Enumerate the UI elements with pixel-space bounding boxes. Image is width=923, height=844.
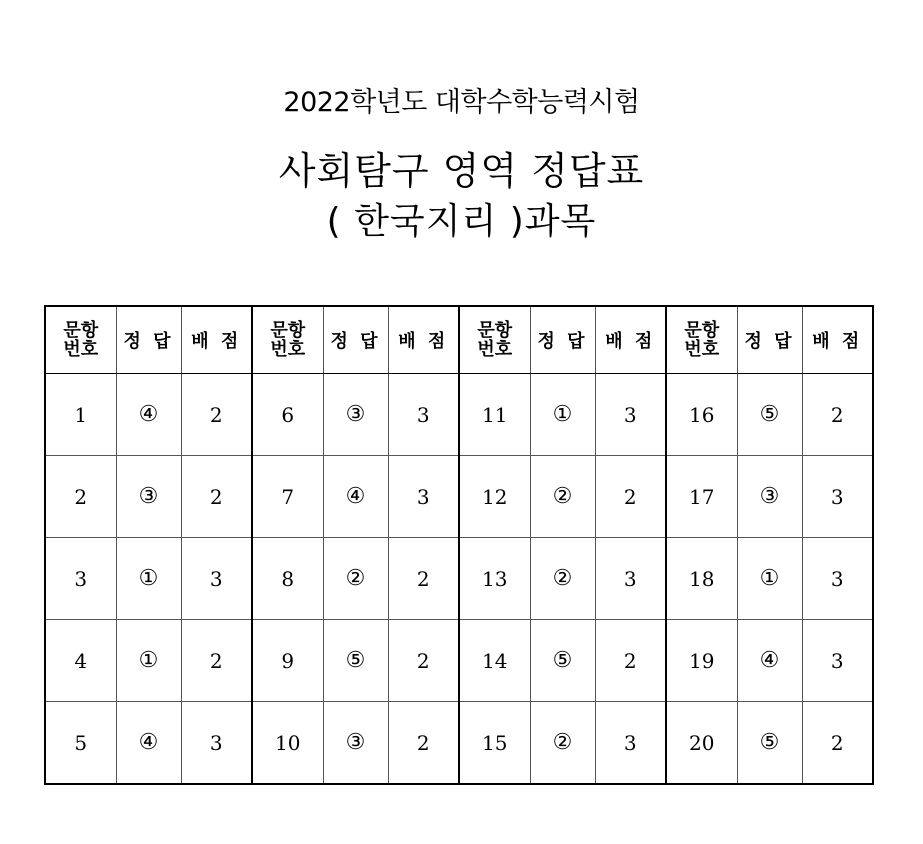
question-number-cell: 16 <box>666 374 737 456</box>
answer-header: 정 답 <box>323 306 388 374</box>
question-number-header-line1: 문항 <box>63 320 99 341</box>
answer-cell: ⑤ <box>323 620 388 702</box>
points-cell: 3 <box>595 538 666 620</box>
answer-cell: ② <box>323 538 388 620</box>
points-cell: 3 <box>181 538 252 620</box>
points-cell: 2 <box>595 456 666 538</box>
question-number-cell: 18 <box>666 538 737 620</box>
answer-cell: ② <box>530 538 595 620</box>
question-number-cell: 6 <box>252 374 323 456</box>
answer-cell: ③ <box>323 702 388 785</box>
points-cell: 3 <box>181 702 252 785</box>
points-cell: 2 <box>181 374 252 456</box>
table-row <box>45 538 873 620</box>
question-number-cell: 1 <box>45 374 116 456</box>
exam-title: 2022학년도 대학수학능력시험 <box>283 87 640 118</box>
points-cell: 2 <box>388 538 459 620</box>
question-number-header-line2: 번호 <box>684 339 720 360</box>
points-cell: 3 <box>388 456 459 538</box>
answer-cell: ① <box>737 538 802 620</box>
question-number-header-line1: 문항 <box>270 320 306 341</box>
table-row <box>45 374 873 456</box>
answer-cell: ② <box>530 456 595 538</box>
question-number-cell: 20 <box>666 702 737 785</box>
table-row <box>45 702 873 785</box>
points-cell: 3 <box>802 538 873 620</box>
question-number-header-line2: 번호 <box>477 339 513 360</box>
question-number-cell: 13 <box>459 538 530 620</box>
answer-cell: ③ <box>116 456 181 538</box>
question-number-header <box>252 306 323 374</box>
answer-cell: ③ <box>323 374 388 456</box>
answer-cell: ⑤ <box>530 620 595 702</box>
points-cell: 3 <box>595 702 666 785</box>
question-number-cell: 15 <box>459 702 530 785</box>
points-cell: 2 <box>802 702 873 785</box>
question-number-header-line1: 문항 <box>684 320 720 341</box>
points-cell: 3 <box>388 374 459 456</box>
question-number-cell: 2 <box>45 456 116 538</box>
question-number-header <box>459 306 530 374</box>
points-header: 배 점 <box>181 306 252 374</box>
question-number-cell: 17 <box>666 456 737 538</box>
subject-title: ( 한국지리 )과목 <box>326 201 597 242</box>
points-cell: 2 <box>181 620 252 702</box>
points-cell: 2 <box>388 702 459 785</box>
question-number-cell: 4 <box>45 620 116 702</box>
points-cell: 2 <box>802 374 873 456</box>
answer-cell: ① <box>116 620 181 702</box>
answer-cell: ④ <box>116 374 181 456</box>
points-cell: 2 <box>388 620 459 702</box>
points-cell: 2 <box>595 620 666 702</box>
question-number-cell: 14 <box>459 620 530 702</box>
question-number-header <box>666 306 737 374</box>
table-row <box>45 456 873 538</box>
question-number-header <box>45 306 116 374</box>
answer-cell: ④ <box>116 702 181 785</box>
answer-key-table <box>44 305 874 785</box>
header-row <box>45 306 873 374</box>
answer-cell: ③ <box>737 456 802 538</box>
points-header: 배 점 <box>388 306 459 374</box>
question-number-cell: 19 <box>666 620 737 702</box>
question-number-header-line1: 문항 <box>477 320 513 341</box>
question-number-cell: 7 <box>252 456 323 538</box>
points-cell: 3 <box>802 456 873 538</box>
points-cell: 2 <box>181 456 252 538</box>
section-title: 사회탐구 영역 정답표 <box>278 149 645 193</box>
answer-cell: ⑤ <box>737 702 802 785</box>
answer-cell: ② <box>530 702 595 785</box>
answer-header: 정 답 <box>737 306 802 374</box>
question-number-cell: 12 <box>459 456 530 538</box>
question-number-cell: 3 <box>45 538 116 620</box>
points-header: 배 점 <box>595 306 666 374</box>
answer-cell: ④ <box>323 456 388 538</box>
question-number-cell: 10 <box>252 702 323 785</box>
question-number-cell: 5 <box>45 702 116 785</box>
question-number-cell: 9 <box>252 620 323 702</box>
points-header: 배 점 <box>802 306 873 374</box>
answer-header: 정 답 <box>116 306 181 374</box>
question-number-header-line2: 번호 <box>63 339 99 360</box>
table-body <box>45 374 873 785</box>
answer-cell: ① <box>530 374 595 456</box>
answer-cell: ① <box>116 538 181 620</box>
question-number-header-line2: 번호 <box>270 339 306 360</box>
points-cell: 3 <box>595 374 666 456</box>
answer-cell: ④ <box>737 620 802 702</box>
question-number-cell: 11 <box>459 374 530 456</box>
answer-header: 정 답 <box>530 306 595 374</box>
question-number-cell: 8 <box>252 538 323 620</box>
points-cell: 3 <box>802 620 873 702</box>
table-row <box>45 620 873 702</box>
answer-cell: ⑤ <box>737 374 802 456</box>
